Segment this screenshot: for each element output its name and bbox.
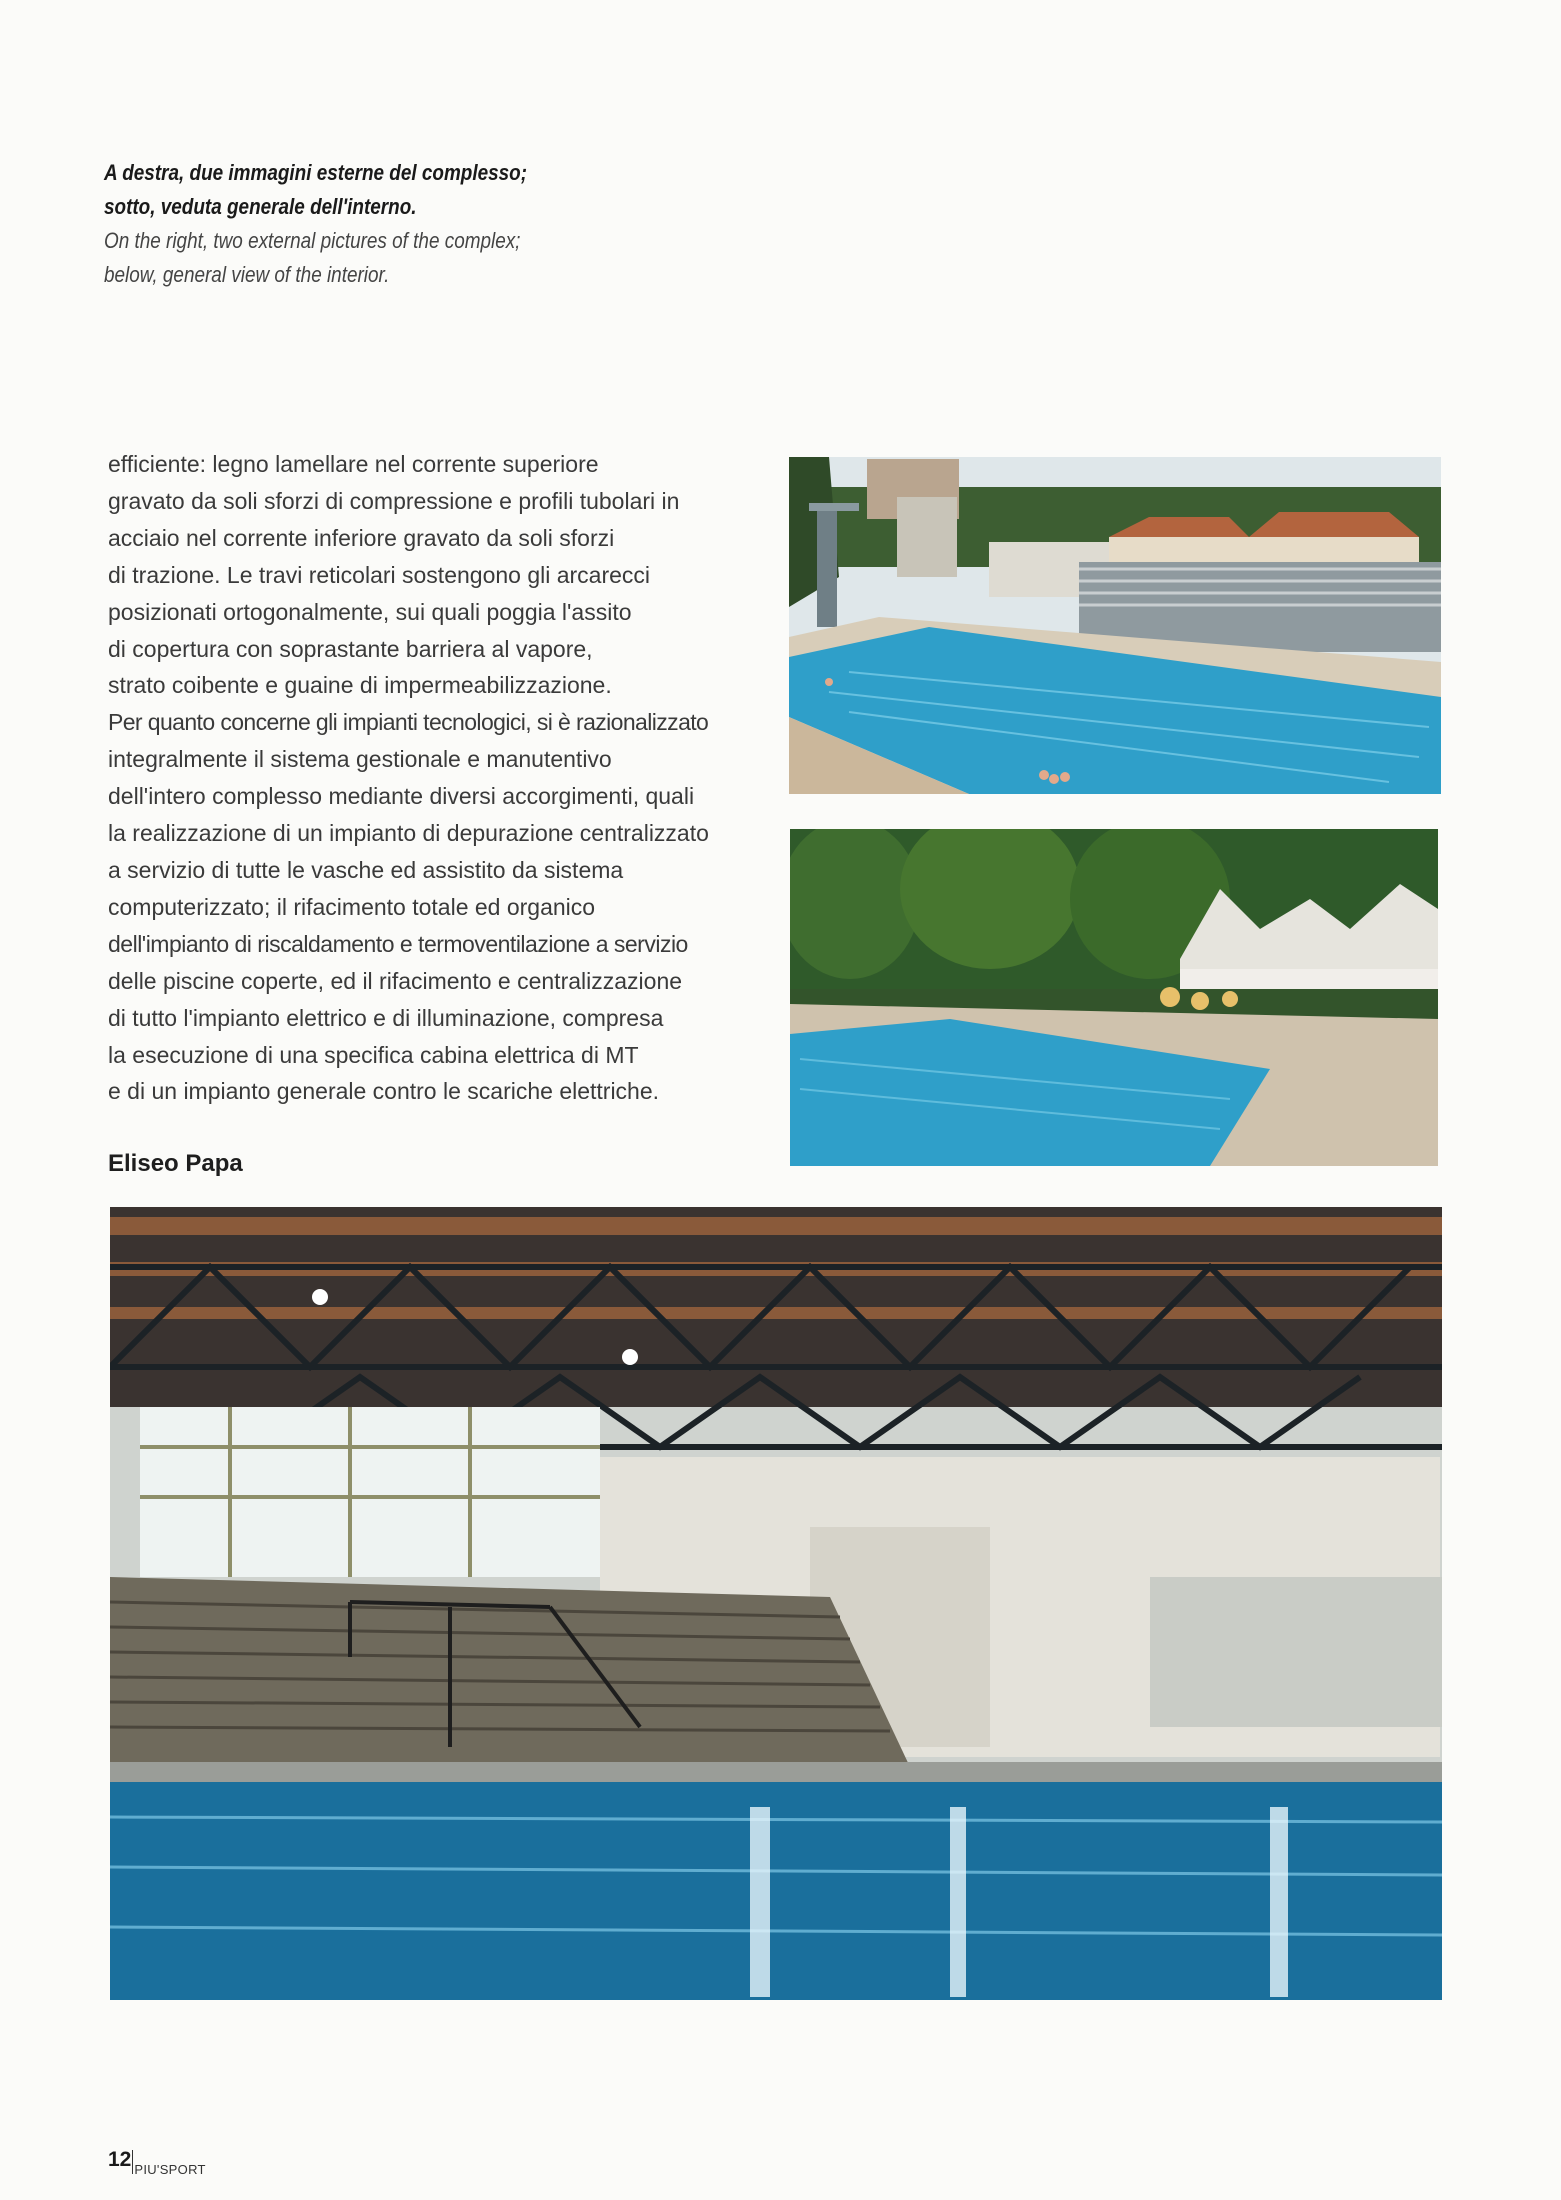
body-line: la esecuzione di una specifica cabina elettrica di MT xyxy=(108,1041,639,1068)
body-line: gravato da soli sforzi di compressione e profili tubolari in xyxy=(108,487,680,514)
caption-italian-line: A destra, due immagini esterne del complesso; xyxy=(104,160,528,185)
body-line: computerizzato; il rifacimento totale ed organico xyxy=(108,893,596,920)
body-line: dell'intero complesso mediante diversi accorgimenti, quali xyxy=(108,783,695,810)
body-line: dell'impianto di riscaldamento e termoventilazione a servizio xyxy=(108,930,688,957)
indoor-pool-photo xyxy=(110,1207,1442,2000)
caption-italian-line: sotto, veduta generale dell'interno. xyxy=(104,194,417,219)
article-body xyxy=(108,446,768,1110)
page-footer xyxy=(108,2148,206,2177)
body-line: la realizzazione di un impianto di depurazione centralizzato xyxy=(108,820,709,847)
page-number: 12 xyxy=(108,2148,132,2171)
caption-english-line: below, general view of the interior. xyxy=(104,262,390,287)
body-line: a servizio di tutte le vasche ed assistito da sistema xyxy=(108,856,624,883)
caption-english-line: On the right, two external pictures of the complex; xyxy=(104,228,521,253)
body-line: strato coibente e guaine di impermeabilizzazione. xyxy=(108,672,612,699)
body-line: integralmente il sistema gestionale e manutentivo xyxy=(108,746,612,773)
body-line: di trazione. Le travi reticolari sostengono gli arcarecci xyxy=(108,561,651,588)
body-line: posizionati ortogonalmente, sui quali poggia l'assito xyxy=(108,598,632,625)
body-line: di tutto l'impianto elettrico e di illuminazione, compresa xyxy=(108,1004,664,1031)
magazine-name: PIU'SPORT xyxy=(134,2162,206,2177)
body-line: e di un impianto generale contro le scariche elettriche. xyxy=(108,1078,660,1105)
body-line: Per quanto concerne gli impianti tecnologici, si è razionalizzato xyxy=(108,709,709,736)
body-line: di copertura con soprastante barriera al vapore, xyxy=(108,635,593,662)
body-line: delle piscine coperte, ed il rifacimento e centralizzazione xyxy=(108,967,683,994)
author-name: Eliseo Papa xyxy=(108,1150,243,1177)
body-line: acciaio nel corrente inferiore gravato da soli sforzi xyxy=(108,524,615,551)
photo-caption xyxy=(104,156,664,292)
body-line: efficiente: legno lamellare nel corrente superiore xyxy=(108,451,599,477)
outdoor-pool-photo-1 xyxy=(789,457,1441,794)
outdoor-pool-photo-2 xyxy=(790,829,1438,1166)
